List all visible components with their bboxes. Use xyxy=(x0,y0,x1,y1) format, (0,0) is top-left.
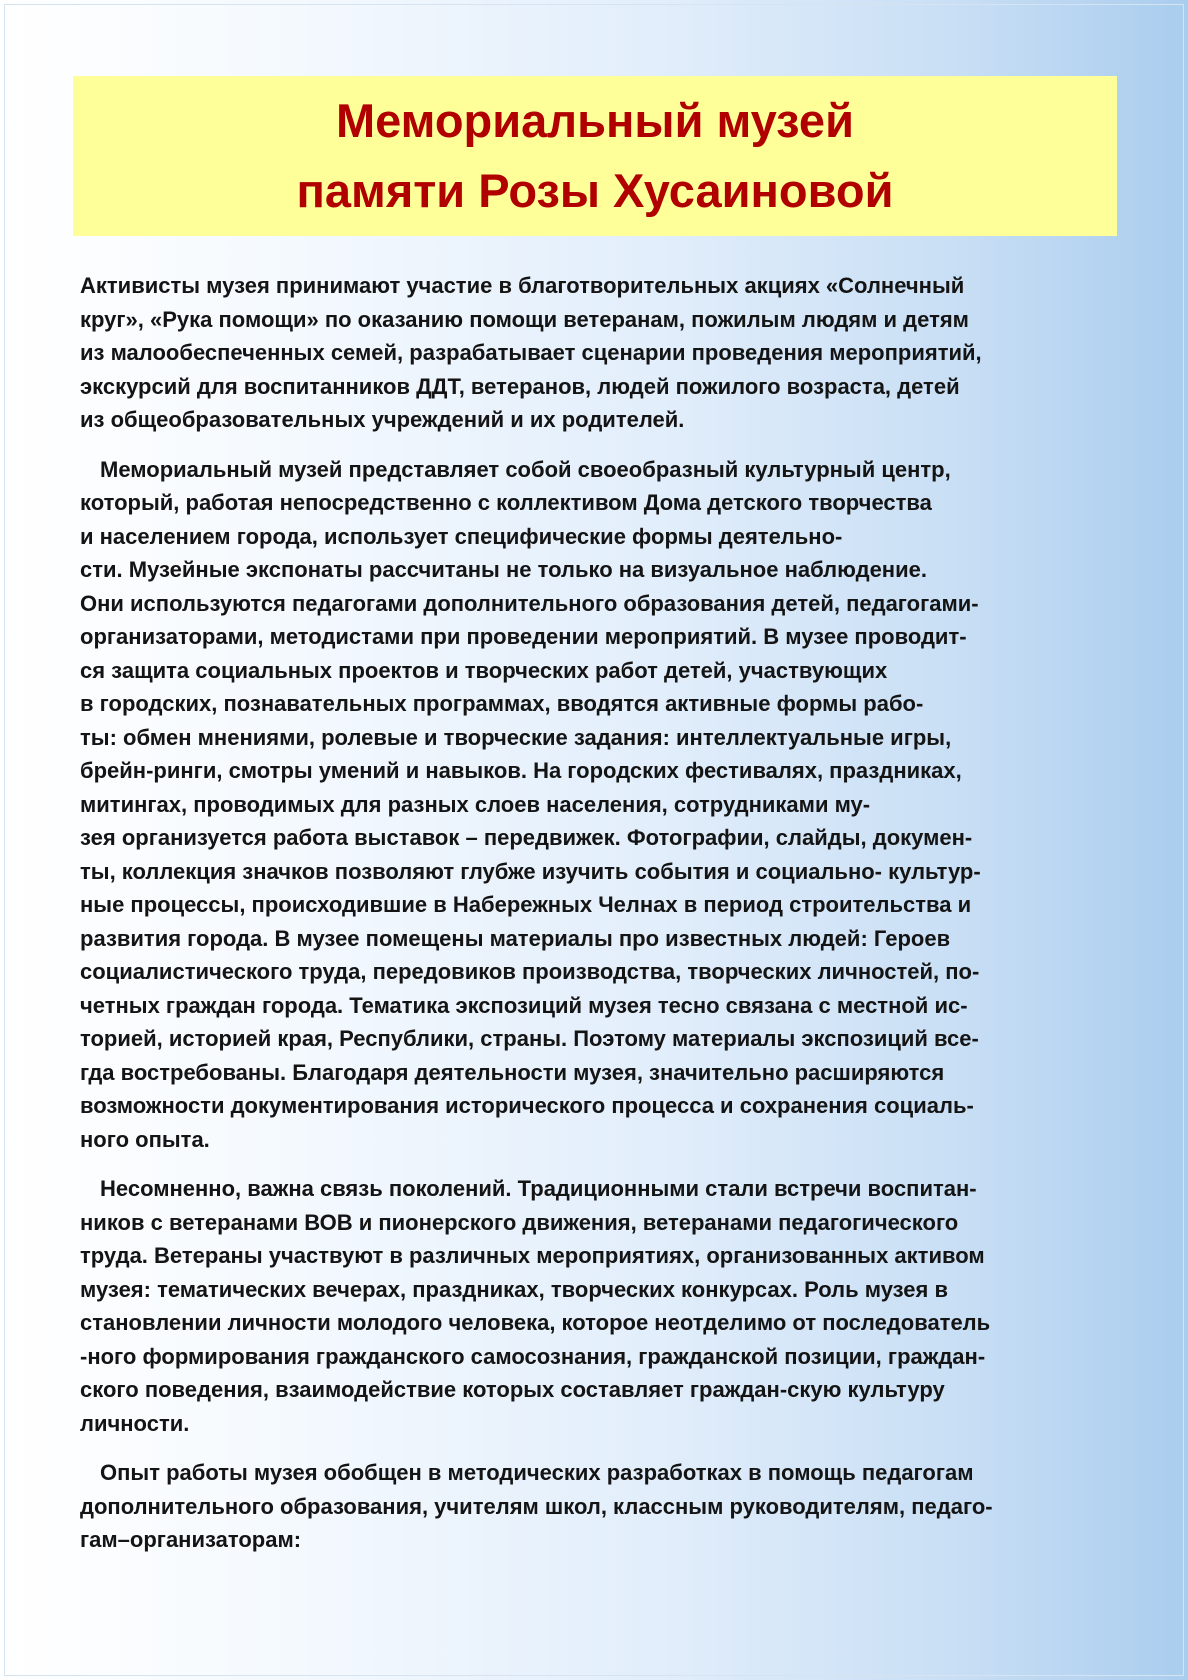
text-line: сти. Музейные экспонаты рассчитаны не только на визуальное наблюдение. xyxy=(80,557,927,582)
text-line: ников с ветеранами ВОВ и пионерского движения, ветеранами педагогического xyxy=(80,1209,959,1235)
text-line: личности. xyxy=(80,1410,190,1436)
text-line: четных граждан города. Тематика экспозиций музея тесно связана с местной ис- xyxy=(80,992,968,1018)
text-line: экскурсий для воспитанников ДДТ, ветеранов, людей пожилого возраста, детей xyxy=(80,373,960,399)
text-line: музея: тематических вечерах, праздниках, творческих конкурсах. Роль музея в xyxy=(80,1276,949,1302)
text-line: -ного формирования гражданского самосознания, гражданской позиции, граждан- xyxy=(80,1343,986,1369)
text-line: который, работая непосредственно с коллективом Дома детского творчества xyxy=(80,490,932,515)
text-line: возможности документирования исторического процесса и сохранения социаль- xyxy=(80,1093,974,1118)
text-line: в городских, познавательных программах, вводятся активные формы рабо- xyxy=(80,691,924,716)
text-line: и населением города, использует специфические формы деятельно- xyxy=(80,523,843,549)
text-line: ты, коллекция значков позволяют глубже изучить события и социально- культур- xyxy=(80,858,981,884)
title-banner xyxy=(73,76,1117,236)
text-line: становлении личности молодого человека, которое неотделимо от последователь xyxy=(80,1310,991,1335)
text-line: круг», «Рука помощи» по оказанию помощи ветеранам, пожилым людям и детям xyxy=(80,306,969,332)
text-line: торией, историей края, Республики, страны. Поэтому материалы экспозиций все- xyxy=(80,1026,979,1051)
title-line-2: памяти Розы Хусаиновой xyxy=(296,164,894,217)
text-line: организаторами, методистами при проведении мероприятий. В музее проводит- xyxy=(80,624,967,649)
text-line: Несомненно, важна связь поколений. Традиционными стали встречи воспитан- xyxy=(100,1176,977,1201)
text-line: из общеобразовательных учреждений и их родителей. xyxy=(80,407,685,432)
text-line: Опыт работы музея обобщен в методических разработках в помощь педагогам xyxy=(100,1460,974,1485)
text-line: гам–организаторам: xyxy=(80,1527,302,1552)
text-line: брейн-ринги, смотры умений и навыков. На городских фестивалях, праздниках, xyxy=(80,758,962,783)
text-line: ты: обмен мнениями, ролевые и творческие задания: интеллектуальные игры, xyxy=(80,724,952,750)
text-line: митингах, проводимых для разных слоев населения, сотрудниками му- xyxy=(80,791,871,817)
text-line: социалистического труда, передовиков производства, творческих личностей, по- xyxy=(80,959,980,984)
text-line: труда. Ветераны участвуют в различных мероприятиях, организованных активом xyxy=(80,1243,985,1268)
text-line: ного опыта. xyxy=(80,1126,210,1152)
text-line: развития города. В музее помещены материалы про известных людей: Героев xyxy=(80,925,951,951)
text-line: ные процессы, происходившие в Набережных Челнах в период строительства и xyxy=(80,892,972,917)
paragraph-4 xyxy=(80,1456,1120,1557)
text-line: дополнительного образования, учителям школ, классным руководителям, педаго- xyxy=(80,1493,993,1519)
text-line: Мемориальный музей представляет собой своеобразный культурный центр, xyxy=(100,456,951,482)
title-line-1: Мемориальный музей xyxy=(336,94,854,147)
paragraph-1 xyxy=(80,269,1120,437)
text-line: из малообеспеченных семей, разрабатывает сценарии проведения мероприятий, xyxy=(80,340,982,365)
paragraph-3 xyxy=(80,1172,1120,1440)
text-line: зея организуется работа выставок – передвижек. Фотографии, слайды, докумен- xyxy=(80,825,973,850)
text-line: ся защита социальных проектов и творческих работ детей, участвующих xyxy=(80,657,888,683)
text-line: ского поведения, взаимодействие которых составляет граждан-скую культуру xyxy=(80,1377,945,1402)
text-line: Активисты музея принимают участие в благотворительных акциях «Солнечный xyxy=(80,273,965,298)
body-text xyxy=(80,269,1120,1557)
text-line: гда востребованы. Благодаря деятельности музея, значительно расширяются xyxy=(80,1059,945,1085)
paragraph-2 xyxy=(80,453,1120,1157)
text-line: Они используются педагогами дополнительного образования детей, педагогами- xyxy=(80,590,979,616)
